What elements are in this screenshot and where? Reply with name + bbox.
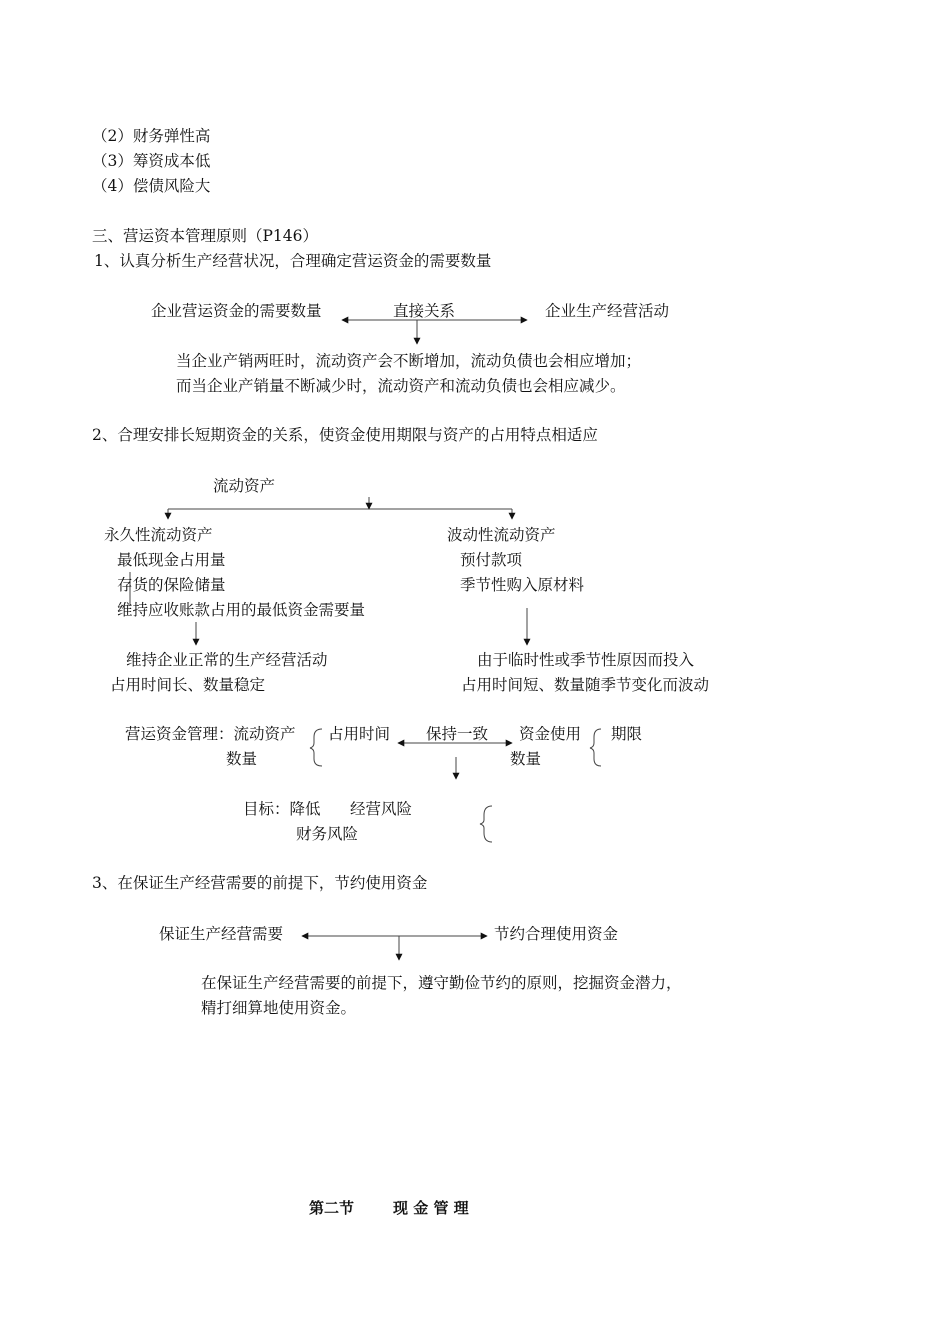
next-section-title: 现 金 管 理	[393, 1199, 469, 1217]
right-brace	[590, 729, 601, 766]
p1-right-node: 企业生产经营活动	[545, 302, 670, 320]
flex-result-2: 占用时间短、数量随季节变化而波动	[461, 676, 710, 694]
flex-item-2: 季节性购入原材料	[460, 576, 585, 594]
list-item-2: （2）财务弹性高	[92, 127, 211, 145]
flex-title: 波动性流动资产	[447, 526, 556, 544]
flex-item-1: 预付款项	[460, 551, 523, 569]
p3-note-line1: 在保证生产经营需要的前提下，遵守勤俭节约的原则，挖掘资金潜力，	[201, 974, 682, 992]
list-item-4: （4）偿债风险大	[92, 177, 211, 195]
mgmt-term: 期限	[611, 725, 643, 743]
mgmt-label: 营运资金管理：流动资产	[125, 725, 296, 743]
principle-1-title: 1、认真分析生产经营状况，合理确定营运资金的需要数量	[94, 252, 492, 270]
next-section-number: 第二节	[309, 1199, 355, 1217]
list-item-3: （3）筹资成本低	[92, 152, 211, 170]
p3-left-node: 保证生产经营需要	[159, 925, 284, 943]
p1-note-line2: 而当企业产销量不断减少时，流动资产和流动负债也会相应减少。	[176, 377, 626, 395]
perm-item-1: 最低现金占用量	[117, 551, 226, 569]
mgmt-keep-label: 保持一致	[426, 725, 489, 743]
goal-label: 目标：降低	[243, 800, 321, 818]
p3-right-node: 节约合理使用资金	[494, 925, 619, 943]
section-heading: 三、营运资本管理原则（P146）	[92, 227, 319, 245]
flex-result-1: 由于临时性或季节性原因而投入	[477, 651, 695, 669]
p1-mid-label: 直接关系	[393, 302, 456, 320]
principle-2-title: 2、合理安排长短期资金的关系，使资金使用期限与资产的占用特点相适应	[92, 426, 598, 444]
mgmt-quantity-2: 数量	[510, 750, 542, 768]
mgmt-quantity-1: 数量	[226, 750, 258, 768]
goal-risk-1: 经营风险	[350, 800, 413, 818]
perm-result-2: 占用时间长、数量稳定	[110, 676, 266, 694]
p3-note-line2: 精打细算地使用资金。	[201, 999, 357, 1017]
tree-root: 流动资产	[213, 477, 276, 495]
perm-item-3: 维持应收账款占用的最低资金需要量	[117, 601, 366, 619]
goal-risk-2: 财务风险	[296, 825, 359, 843]
left-brace	[310, 729, 322, 766]
p1-note-line1: 当企业产销两旺时，流动资产会不断增加，流动负债也会相应增加；	[176, 352, 642, 370]
perm-result-1: 维持企业正常的生产经营活动	[126, 651, 328, 669]
perm-title: 永久性流动资产	[104, 526, 213, 544]
mgmt-fund-use: 资金使用	[519, 725, 582, 743]
perm-item-2: 存货的保险储量	[117, 576, 226, 594]
p1-left-node: 企业营运资金的需要数量	[151, 302, 322, 320]
principle-3-title: 3、在保证生产经营需要的前提下，节约使用资金	[92, 874, 428, 892]
mgmt-occupy-time: 占用时间	[328, 725, 391, 743]
goal-brace	[480, 806, 492, 842]
